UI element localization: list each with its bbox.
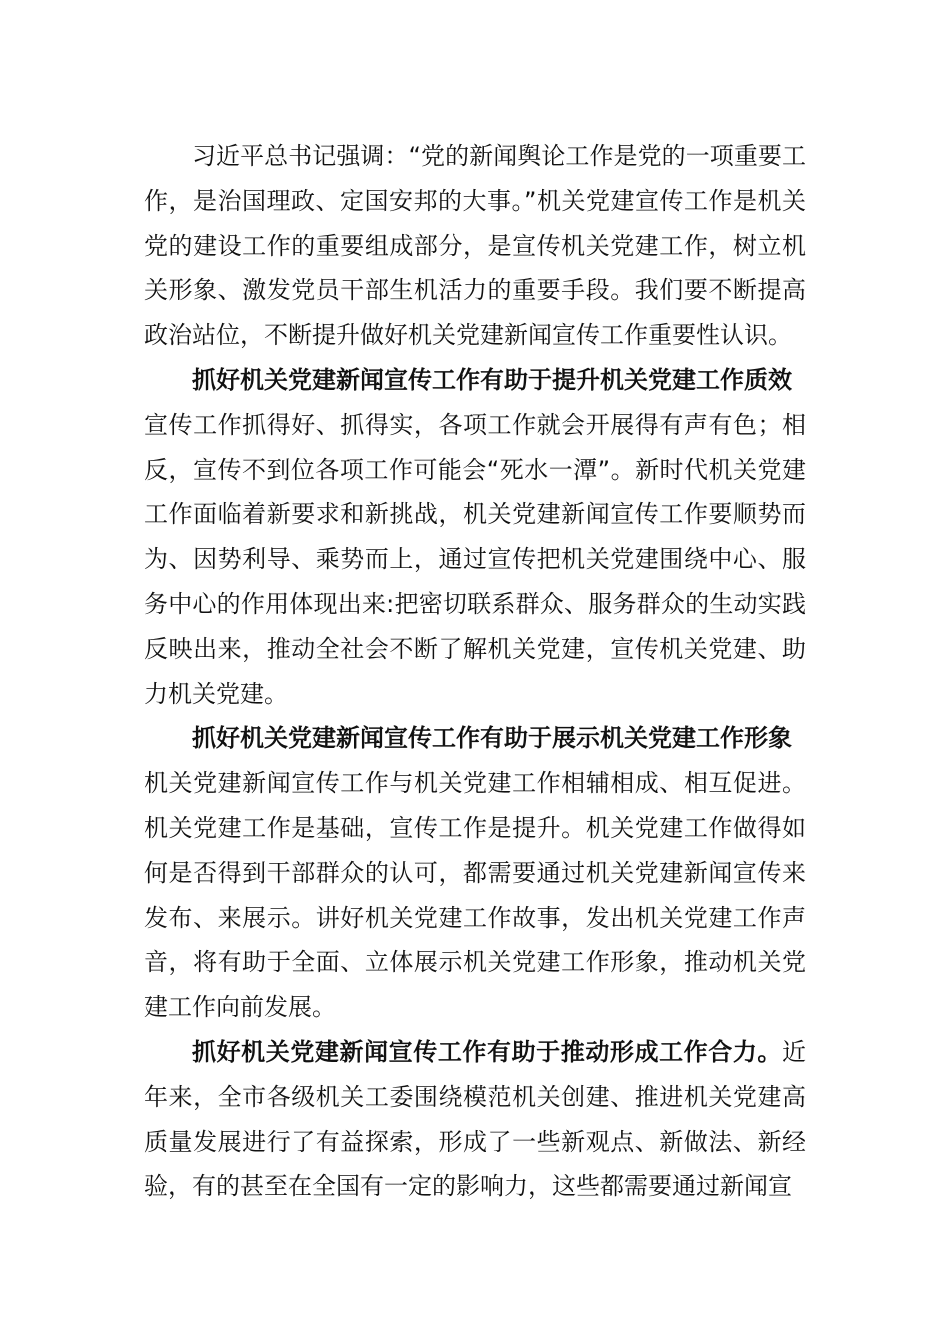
paragraph-image: 机关党建新闻宣传工作与机关党建工作相辅相成、相互促进。机关党建工作是基础，宣传工作是提升。机关党建工作做得如何是否得到干部群众的认可，都需要通过机关党建新闻宣传来发布、来展示。讲好机关党建工作故事，发出机关党建工作声音，将有助于全面、立体展示机关党建工作形象，推动机关党建工作向前发展。 (144, 769, 806, 1022)
section-lead-synergy: 抓好机关党建新闻宣传工作有助于推动形成工作合力。 (192, 1037, 782, 1066)
section-heading-quality: 抓好机关党建新闻宣传工作有助于提升机关党建工作质效 (192, 365, 792, 394)
paragraph-synergy-text: 近年来，全市各级机关工委围绕模范机关创建、推进机关党建高质量发展进行了有益探索，形成了一些新观点、新做法、新经验，有的甚至在全国有一定的影响力，这些都需要通过新闻宣 (144, 1037, 806, 1201)
document-body (144, 134, 806, 1209)
paragraph-intro: 习近平总书记强调：“党的新闻舆论工作是党的一项重要工作，是治国理政、定国安邦的大事。”机关党建宣传工作是机关党的建设工作的重要组成部分，是宣传机关党建工作，树立机关形象、激发党员干部生机活力的重要手段。我们要不断提高政治站位，不断提升做好机关党建新闻宣传工作重要性认识。 (144, 142, 806, 350)
paragraph-synergy (144, 1030, 806, 1209)
section-heading-image: 抓好机关党建新闻宣传工作有助于展示机关党建工作形象 (192, 724, 792, 753)
paragraph-quality: 宣传工作抓得好、抓得实，各项工作就会开展得有声有色；相反，宣传不到位各项工作可能会“死水一潭”。新时代机关党建工作面临着新要求和新挑战，机关党建新闻宣传工作要顺势而为、因势利导、乘势而上，通过宣传把机关党建围绕中心、服务中心的作用体现出来:把密切联系群众、服务群众的生动实践反映出来，推动全社会不断了解机关党建，宣传机关党建、助力机关党建。 (144, 410, 806, 708)
